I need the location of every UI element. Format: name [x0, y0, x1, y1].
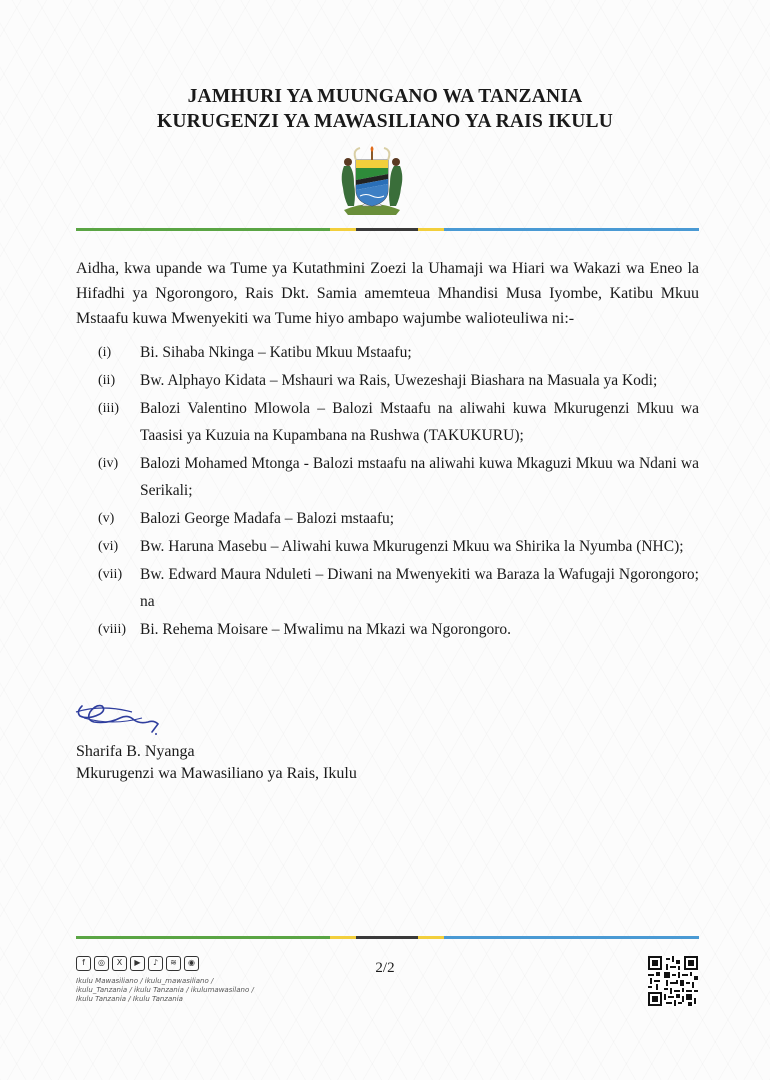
item-number: (v): [98, 511, 115, 526]
instagram-icon[interactable]: ◎: [94, 956, 109, 971]
coat-of-arms-emblem: [336, 146, 408, 216]
item-text: Bi. Sihaba Nkinga – Katibu Mkuu Mstaafu;: [140, 344, 412, 361]
list-item: [98, 616, 699, 643]
list-item: [98, 367, 699, 394]
office-title: KURUGENZI YA MAWASILIANO YA RAIS IKULU: [156, 111, 614, 132]
item-text: Bw. Edward Maura Nduleti – Diwani na Mwenyekiti wa Baraza la Wafugaji Ngorongoro; na: [140, 566, 699, 610]
youtube-icon[interactable]: ▶: [130, 956, 145, 971]
spotify-icon[interactable]: ≋: [166, 956, 181, 971]
list-item: [98, 339, 699, 366]
item-text: Balozi George Madafa – Balozi mstaafu;: [140, 510, 395, 527]
header-divider: [76, 228, 699, 231]
list-item: [98, 505, 699, 532]
tiktok-icon[interactable]: ♪: [148, 956, 163, 971]
item-text: Bw. Alphayo Kidata – Mshauri wa Rais, Uwezeshaji Biashara na Masuala ya Kodi;: [140, 372, 658, 389]
podcast-icon[interactable]: ◉: [184, 956, 199, 971]
signer-name: Sharifa B. Nyanga: [76, 743, 195, 760]
qr-code[interactable]: [648, 956, 698, 1006]
signer-block: [76, 741, 357, 785]
item-number: (iv): [98, 456, 119, 471]
facebook-icon[interactable]: f: [76, 956, 91, 971]
item-number: (ii): [98, 373, 116, 388]
letterhead: [0, 84, 770, 134]
list-item: [98, 450, 699, 504]
list-item: [98, 395, 699, 449]
item-text: Balozi Mohamed Mtonga - Balozi mstaafu na aliwahi kuwa Mkaguzi Mkuu wa Ndani wa Serikali;: [140, 455, 699, 499]
list-item: [98, 561, 699, 615]
item-text: Balozi Valentino Mlowola – Balozi Mstaafu na aliwahi kuwa Mkurugenzi Mkuu wa Taasisi ya Kuzuia na Kupambana na Rushwa (TAKUKURU);: [140, 400, 699, 444]
signer-title: Mkurugenzi wa Mawasiliano ya Rais, Ikulu: [76, 765, 357, 782]
item-number: (vii): [98, 567, 123, 582]
x-icon[interactable]: X: [112, 956, 127, 971]
item-number: (viii): [98, 622, 126, 637]
item-number: (i): [98, 345, 112, 360]
members-list: [98, 339, 699, 644]
page-number: 2/2: [375, 960, 395, 976]
item-number: (iii): [98, 401, 119, 416]
country-title: JAMHURI YA MUUNGANO WA TANZANIA: [187, 86, 583, 107]
footer-divider: [76, 936, 699, 939]
list-item: [98, 533, 699, 560]
item-text: Bi. Rehema Moisare – Mwalimu na Mkazi wa Ngorongoro.: [140, 621, 512, 638]
item-text: Bw. Haruna Masebu – Aliwahi kuwa Mkurugenzi Mkuu wa Shirika la Nyumba (NHC);: [140, 538, 684, 555]
handwritten-signature: [72, 694, 164, 742]
social-handles: Ikulu Mawasiliano / ikulu_mawasiliano / ikulu_Tanzania / ikulu Tanzania / ikulumawasilano / Ikulu Tanzania / Ikulu Tanzania: [76, 977, 254, 1003]
intro-paragraph: Aidha, kwa upande wa Tume ya Kutathmini Zoezi la Uhamaji wa Hiari wa Wakazi wa Eneo la Hifadhi ya Ngorongoro, Rais Dkt. Samia amemteua Mhandisi Musa Iyombe, Katibu Mkuu Mstaafu kuwa Mwenyekiti wa Tume hiyo ambapo wajumbe walioteuliwa ni:-: [76, 260, 699, 327]
item-number: (vi): [98, 539, 119, 554]
